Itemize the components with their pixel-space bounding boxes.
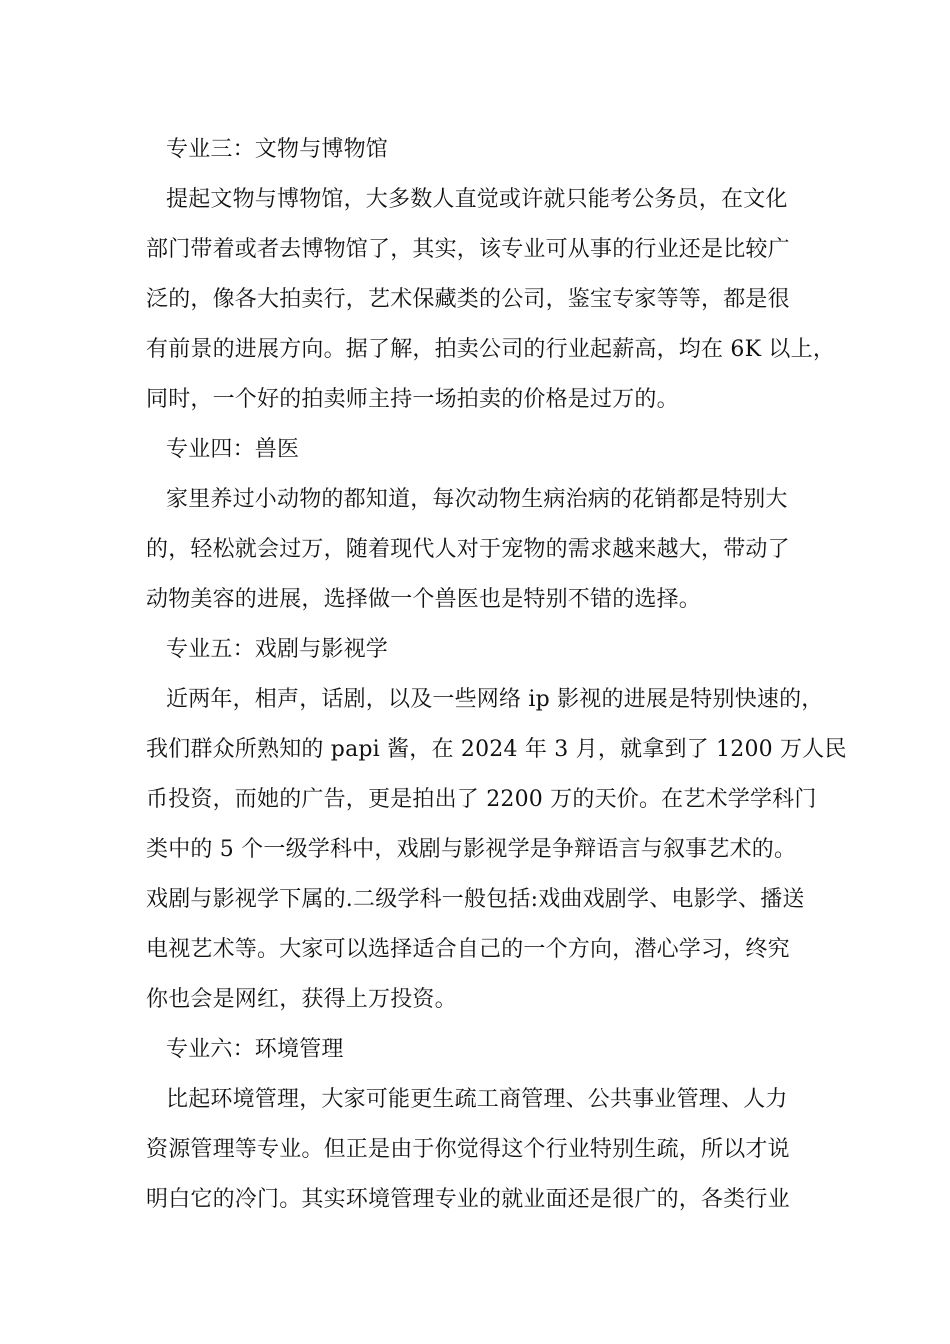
paragraph-line: 近两年，相声，话剧，以及一些网络 ip 影视的进展是特别快速的， — [166, 687, 824, 712]
section-heading: 专业四：兽医 — [166, 437, 300, 462]
paragraph-line: 家里养过小动物的都知道，每次动物生病治病的花销都是特别大 — [166, 487, 788, 512]
paragraph-line: 提起文物与博物馆，大多数人直觉或许就只能考公务员，在文化 — [166, 187, 788, 212]
section-heading: 专业六：环境管理 — [166, 1037, 344, 1062]
paragraph-line: 币投资，而她的广告，更是拍出了 2200 万的天价。在艺术学学科门 — [146, 787, 817, 812]
paragraph-line: 部门带着或者去博物馆了，其实，该专业可从事的行业还是比较广 — [146, 237, 790, 262]
paragraph-line: 比起环境管理，大家可能更生疏工商管理、公共事业管理、人力 — [166, 1087, 788, 1112]
paragraph-line: 戏剧与影视学下属的.二级学科一般包括:戏曲戏剧学、电影学、播送 — [146, 887, 805, 912]
paragraph-line: 泛的，像各大拍卖行，艺术保藏类的公司，鉴宝专家等等，都是很 — [146, 287, 790, 312]
section-heading: 专业五：戏剧与影视学 — [166, 637, 389, 662]
paragraph-line: 资源管理等专业。但正是由于你觉得这个行业特别生疏，所以才说 — [146, 1137, 790, 1162]
document-body — [146, 125, 847, 1225]
paragraph-line: 明白它的冷门。其实环境管理专业的就业面还是很广的，各类行业 — [146, 1187, 790, 1212]
paragraph-line: 我们群众所熟知的 papi 酱，在 2024 年 3 月，就拿到了 1200 万人民 — [146, 737, 847, 762]
paragraph-line: 有前景的进展方向。据了解，拍卖公司的行业起薪高，均在 6K 以上， — [146, 337, 836, 362]
paragraph-line: 电视艺术等。大家可以选择适合自己的一个方向，潜心学习，终究 — [146, 937, 790, 962]
section-cultural-relics — [146, 125, 836, 425]
section-veterinary — [146, 425, 826, 625]
section-heading: 专业三：文物与博物馆 — [166, 137, 389, 162]
paragraph-line: 你也会是网红，获得上万投资。 — [146, 987, 457, 1012]
paragraph-line: 类中的 5 个一级学科中，戏剧与影视学是争辩语言与叙事艺术的。 — [146, 837, 797, 862]
section-drama-film — [146, 625, 847, 1025]
paragraph-line: 的，轻松就会过万，随着现代人对于宠物的需求越来越大，带动了 — [146, 537, 790, 562]
section-environmental-management — [146, 1025, 826, 1225]
paragraph-line: 同时，一个好的拍卖师主持一场拍卖的价格是过万的。 — [146, 387, 679, 412]
paragraph-line: 动物美容的进展，选择做一个兽医也是特别不错的选择。 — [146, 587, 702, 612]
